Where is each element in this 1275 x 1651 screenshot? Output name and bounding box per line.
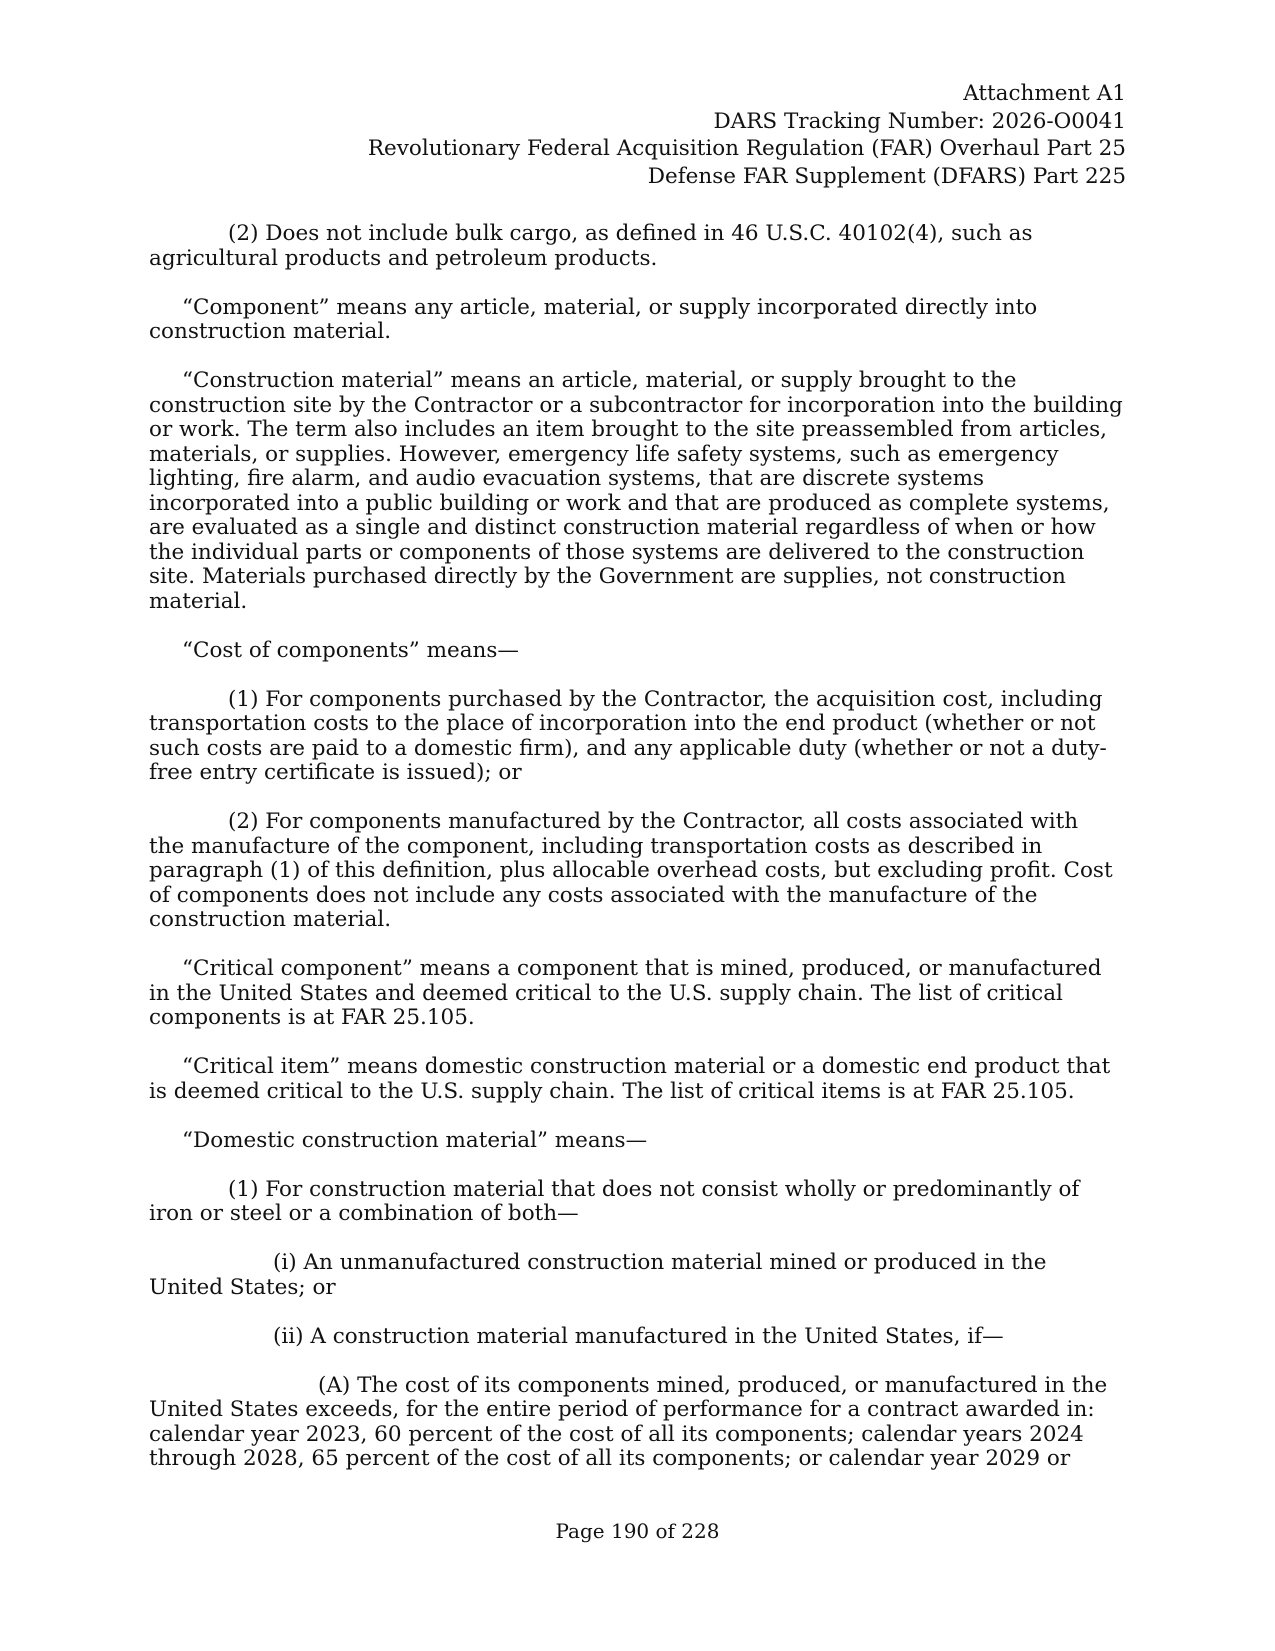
paragraph-unmanufactured: (i) An unmanufactured construction material mined or produced in the United States; or (149, 1250, 1047, 1300)
definition-domestic-construction-material: “Domestic construction material” means— (182, 1127, 648, 1153)
paragraph-cost-manufactured: (2) For components manufactured by the Contractor, all costs associated with the manufacture of the component, including transportation costs as described in paragraph (1) of this definition, plus allocable overhead costs, but excluding profit. Cost of components does not include any costs associated with the manufacture of the construction material. (149, 809, 1113, 932)
paragraph-cost-threshold: (A) The cost of its components mined, produced, or manufactured in the United States exceeds, for the entire period of performance for a contract awarded in: calendar year 2023, 60 percent of the cost of all its components; calendar years 2024 through 2028, 65 percent of the cost of all its components; or calendar year 2029 or (149, 1372, 1108, 1471)
definition-critical-component: “Critical component” means a component that is mined, produced, or manufactured in the United States and deemed critical to the U.S. supply chain. The list of critical components is at FAR 25.105. (149, 956, 1102, 1030)
paragraph-bulk-cargo: (2) Does not include bulk cargo, as defined in 46 U.S.C. 40102(4), such as agricultural products and petroleum products. (149, 221, 1033, 271)
header-far-part: Revolutionary Federal Acquisition Regulation (FAR) Overhaul Part 25 (367, 136, 1126, 161)
paragraph-manufactured: (ii) A construction material manufactured in the United States, if— (273, 1323, 1004, 1349)
definition-component: “Component” means any article, material, or supply incorporated directly into construction material. (149, 294, 1038, 344)
definition-cost-of-components: “Cost of components” means— (182, 637, 519, 663)
definition-construction-material: “Construction material” means an article, material, or supply brought to the construction site by the Contractor or a subcontractor for incorporation into the building or work. The term also includes an item brought to the site preassembled from articles, materials, or supplies. However, emergency life safety systems, such as emergency lighting, fire alarm, and audio evacuation systems, that are discrete systems incorporated into a public building or work and that are produced as complete systems, are evaluated as a single and distinct construction material regardless of when or how the individual parts or components of those systems are delivered to the construction site. Materials purchased directly by the Government are supplies, not construction material. (149, 368, 1123, 614)
page-header (126, 80, 1126, 190)
paragraph-non-iron-steel: (1) For construction material that does not consist wholly or predominantly of iron or steel or a combination of both— (149, 1176, 1080, 1226)
header-tracking-number: DARS Tracking Number: 2026-O0041 (713, 108, 1126, 134)
definition-critical-item: “Critical item” means domestic construction material or a domestic end product that is deemed critical to the U.S. supply chain. The list of critical items is at FAR 25.105. (149, 1054, 1111, 1104)
page-number: Page 190 of 228 (555, 1519, 720, 1543)
header-dfars-part: Defense FAR Supplement (DFARS) Part 225 (647, 163, 1126, 189)
document-body (149, 222, 1134, 1496)
header-attachment: Attachment A1 (963, 81, 1126, 106)
paragraph-cost-purchased: (1) For components purchased by the Contractor, the acquisition cost, including transportation costs to the place of incorporation into the end product (whether or not such costs are paid to a domestic firm), and any applicable duty (whether or not a duty- free entry certificate is issued); or (149, 686, 1107, 785)
